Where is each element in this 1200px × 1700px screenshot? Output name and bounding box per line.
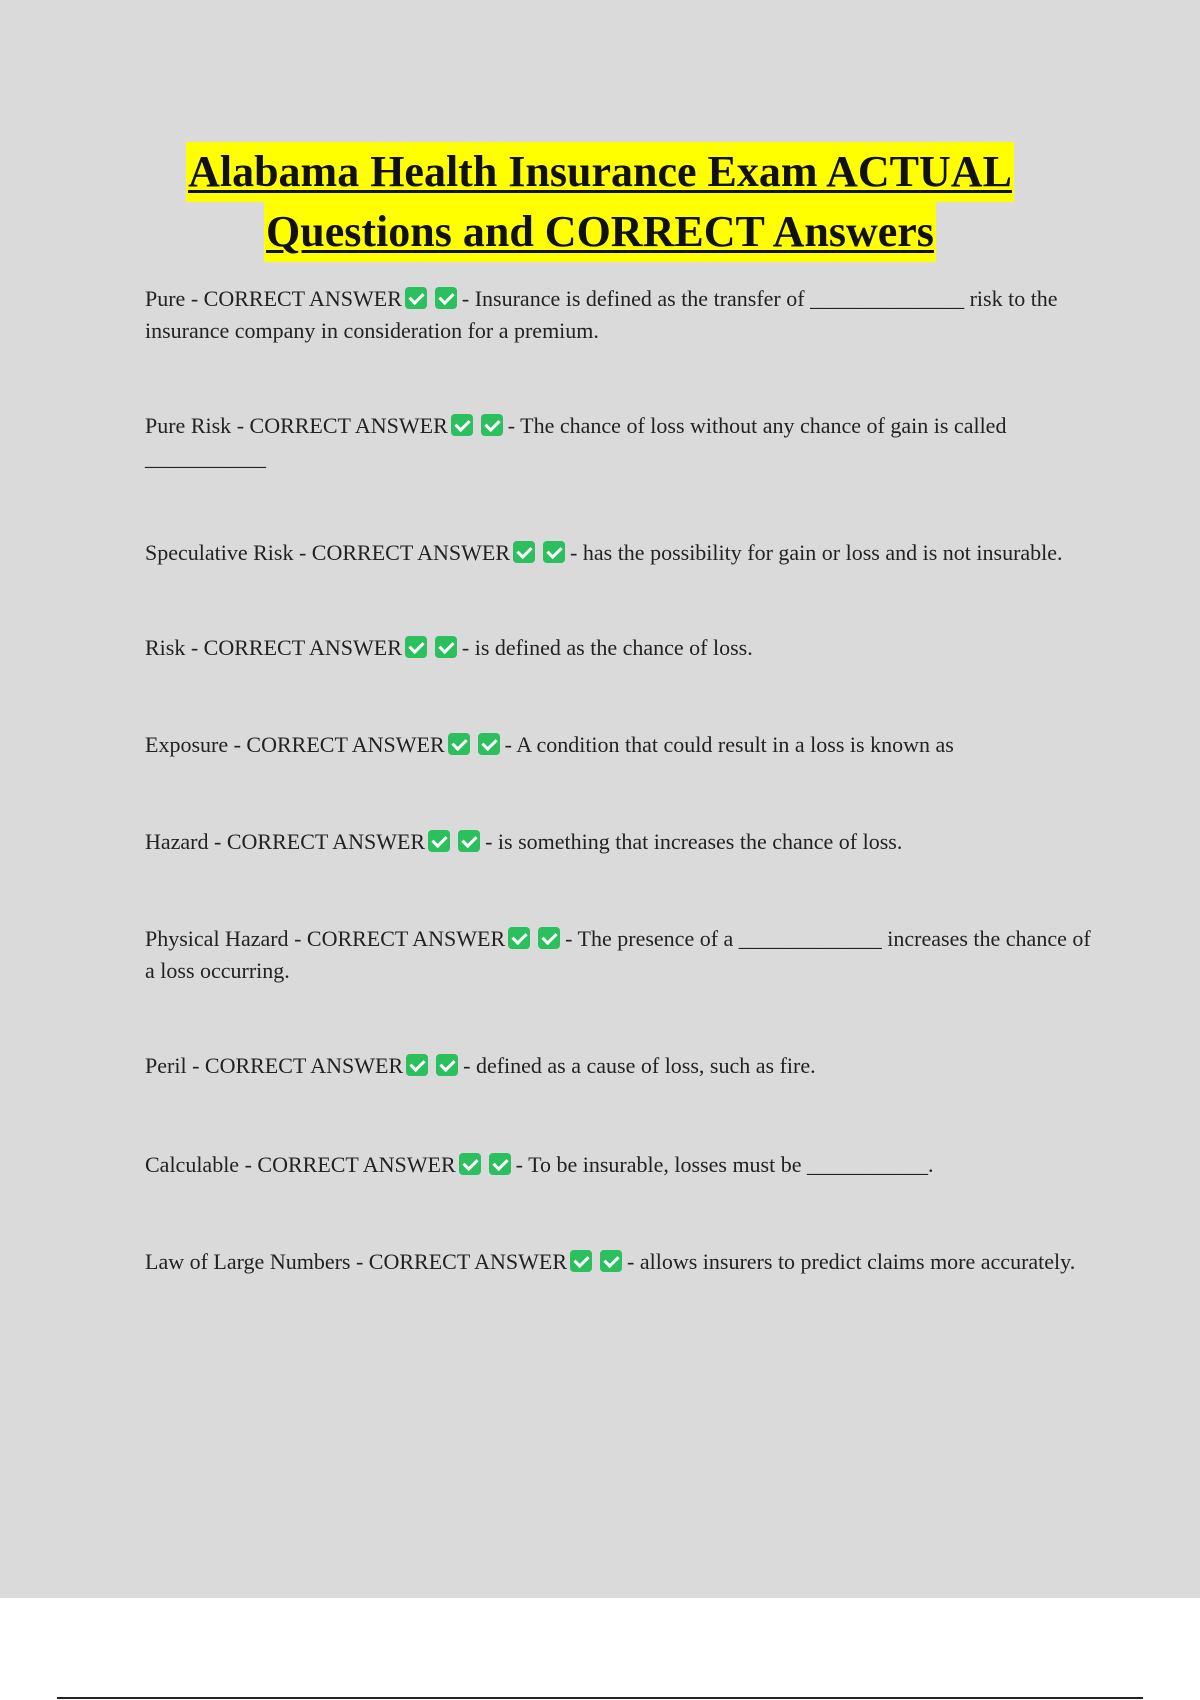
entry-definition: - has the possibility for gain or loss and is not insurable. [570, 540, 1063, 565]
entry-term: Speculative Risk [145, 540, 294, 565]
qa-entry-risk [145, 632, 1095, 664]
entry-term: Calculable [145, 1152, 240, 1177]
document-title [0, 142, 1200, 262]
check-box-icon [481, 414, 503, 436]
qa-entry-speculative-risk [145, 537, 1095, 569]
qa-entry-law-of-large-numbers [145, 1246, 1095, 1278]
check-box-icon [538, 927, 560, 949]
entry-marker: - CORRECT ANSWER [294, 926, 506, 951]
check-box-icon [435, 287, 457, 309]
title-line-2: Questions and CORRECT Answers [264, 202, 936, 262]
check-box-icon [458, 830, 480, 852]
entry-marker: - CORRECT ANSWER [190, 635, 402, 660]
check-box-icon [513, 541, 535, 563]
qa-entry-pure [145, 283, 1095, 347]
entry-definition: - A condition that could result in a loss is known as [504, 732, 954, 757]
footer-divider [57, 1697, 1143, 1699]
entry-marker: - CORRECT ANSWER [298, 540, 511, 565]
qa-entry-calculable [145, 1149, 1095, 1181]
entry-marker: - CORRECT ANSWER [214, 829, 426, 854]
check-box-icon [570, 1250, 592, 1272]
check-box-icon [508, 927, 530, 949]
entry-definition: - The chance of loss without any chance of gain is called ___________ [145, 413, 1007, 470]
entry-term: Hazard [145, 829, 209, 854]
qa-entry-physical-hazard [145, 923, 1095, 987]
check-box-icon [451, 414, 473, 436]
entry-definition: - To be insurable, losses must be ___________. [515, 1152, 934, 1177]
entry-definition: - The presence of a _____________ increases the chance of a loss occurring. [145, 926, 1091, 983]
check-box-icon [405, 287, 427, 309]
entry-definition: - allows insurers to predict claims more accurately. [627, 1249, 1076, 1274]
check-box-icon [428, 830, 450, 852]
entry-term: Risk [145, 635, 186, 660]
entry-definition: - Insurance is defined as the transfer of ______________ risk to the insurance company in consideration for a premium. [145, 286, 1058, 343]
check-box-icon [489, 1153, 511, 1175]
check-box-icon [459, 1153, 481, 1175]
qa-entry-exposure [145, 729, 1095, 761]
check-box-icon [600, 1250, 622, 1272]
check-box-icon [543, 541, 565, 563]
qa-list [145, 283, 1095, 1278]
entry-term: Law of Large Numbers [145, 1249, 351, 1274]
check-box-icon [448, 733, 470, 755]
entry-term: Pure [145, 286, 186, 311]
entry-definition: - is something that increases the chance of loss. [485, 829, 903, 854]
check-box-icon [406, 1054, 428, 1076]
entry-term: Exposure [145, 732, 229, 757]
check-box-icon [478, 733, 500, 755]
title-line-1: Alabama Health Insurance Exam ACTUAL [186, 142, 1014, 202]
check-box-icon [405, 636, 427, 658]
entry-marker: - CORRECT ANSWER [355, 1249, 568, 1274]
entry-term: Pure Risk [145, 413, 232, 438]
check-box-icon [436, 1054, 458, 1076]
entry-definition: - is defined as the chance of loss. [461, 635, 753, 660]
entry-term: Physical Hazard [145, 926, 289, 951]
entry-marker: - CORRECT ANSWER [244, 1152, 456, 1177]
qa-entry-peril [145, 1050, 1095, 1082]
qa-entry-pure-risk [145, 410, 1095, 474]
entry-marker: - CORRECT ANSWER [233, 732, 445, 757]
entry-marker: - CORRECT ANSWER [192, 1053, 404, 1078]
check-box-icon [435, 636, 457, 658]
entry-definition: - defined as a cause of loss, such as fire. [463, 1053, 816, 1078]
entry-marker: - CORRECT ANSWER [236, 413, 448, 438]
qa-entry-hazard [145, 826, 1095, 858]
entry-marker: - CORRECT ANSWER [190, 286, 402, 311]
entry-term: Peril [145, 1053, 187, 1078]
